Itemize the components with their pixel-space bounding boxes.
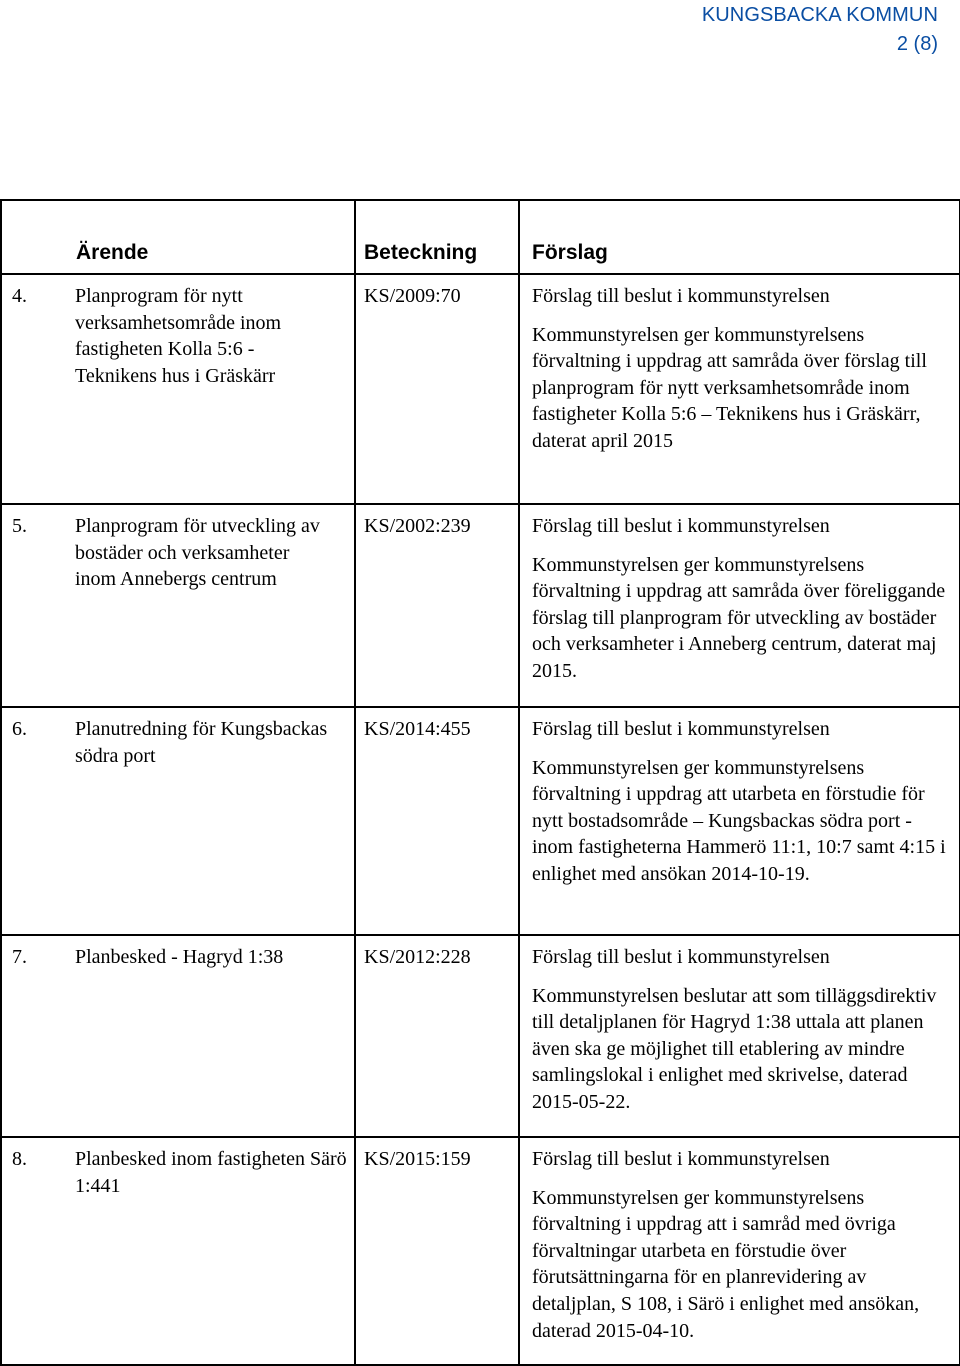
agenda-table — [0, 199, 960, 1366]
table-header-row — [1, 200, 960, 274]
item-number: 5. — [12, 515, 27, 537]
reference-cell: KS/2009:70 — [355, 274, 519, 504]
proposal-heading: Förslag till beslut i kommunstyrelsen — [532, 946, 830, 968]
table-row — [1, 274, 960, 504]
item-title: Planutredning för Kungsbackas södra port — [75, 718, 328, 767]
page-number: 2 (8) — [896, 33, 938, 55]
item-title: Planprogram för utveckling av bostäder och verksamheter inom Annebergs centrum — [75, 515, 320, 591]
proposal-heading: Förslag till beslut i kommunstyrelsen — [532, 1148, 830, 1170]
table-row — [1, 935, 960, 1137]
item-title: Planbesked - Hagryd 1:38 — [75, 946, 284, 968]
page-header — [702, 0, 938, 57]
proposal-heading: Förslag till beslut i kommunstyrelsen — [532, 285, 830, 307]
header-arende: Ärende — [1, 200, 355, 274]
item-number: 6. — [12, 718, 27, 740]
item-number: 8. — [12, 1148, 27, 1170]
reference-cell: KS/2015:159 — [355, 1137, 519, 1365]
reference-cell: KS/2002:239 — [355, 504, 519, 707]
proposal-cell — [519, 707, 960, 935]
item-cell — [1, 935, 355, 1137]
proposal-heading: Förslag till beslut i kommunstyrelsen — [532, 515, 830, 537]
proposal-body: Kommunstyrelsen ger kommunstyrelsens förvaltning i uppdrag att i samråd med övriga förvaltningar utarbeta en förstudie över förutsättningarna för en planrevidering av detaljplan, S 108, i Särö i enlighet med ansökan, daterad 2015-04-10. — [532, 1186, 920, 1342]
item-title: Planbesked inom fastigheten Särö 1:441 — [75, 1148, 347, 1197]
header-forslag: Förslag — [519, 200, 960, 274]
table-row — [1, 504, 960, 707]
proposal-cell — [519, 274, 960, 504]
proposal-heading: Förslag till beslut i kommunstyrelsen — [532, 718, 830, 740]
proposal-cell — [519, 935, 960, 1137]
proposal-cell — [519, 1137, 960, 1365]
item-cell — [1, 707, 355, 935]
organization-name: KUNGSBACKA KOMMUN — [701, 4, 938, 26]
item-cell — [1, 1137, 355, 1365]
item-cell — [1, 274, 355, 504]
table-row — [1, 707, 960, 935]
proposal-body: Kommunstyrelsen ger kommunstyrelsens förvaltning i uppdrag att samråda över förslag till planprogram för nytt verksamhetsområde inom fastigheter Kolla 5:6 – Teknikens hus i Gräskärr, daterat april 2015 — [532, 323, 927, 452]
proposal-cell — [519, 504, 960, 707]
proposal-body: Kommunstyrelsen ger kommunstyrelsens förvaltning i uppdrag att samråda över föreliggande förslag till planprogram för utveckling av bostäder och verksamheter i Anneberg centrum, daterat maj 2015. — [532, 553, 946, 682]
item-cell — [1, 504, 355, 707]
proposal-body: Kommunstyrelsen beslutar att som tilläggsdirektiv till detaljplanen för Hagryd 1:38 uttala att planen även ska ge möjlighet till etablering av mindre samlingslokal i enlighet med skrivelse, daterad 2015-05-22. — [532, 984, 937, 1113]
item-number: 4. — [12, 285, 27, 307]
item-number: 7. — [12, 946, 27, 968]
item-title: Planprogram för nytt verksamhetsområde inom fastigheten Kolla 5:6 - Teknikens hus i Gräskärr — [75, 285, 282, 387]
header-beteckning: Beteckning — [355, 200, 519, 274]
proposal-body: Kommunstyrelsen ger kommunstyrelsens förvaltning i uppdrag att utarbeta en förstudie för nytt bostadsområde – Kungsbackas södra port - inom fastigheterna Hammerö 11:1, 10:7 samt 4:15 i enlighet med ansökan 2014-10-19. — [532, 756, 946, 885]
table-row — [1, 1137, 960, 1365]
reference-cell: KS/2014:455 — [355, 707, 519, 935]
reference-cell: KS/2012:228 — [355, 935, 519, 1137]
